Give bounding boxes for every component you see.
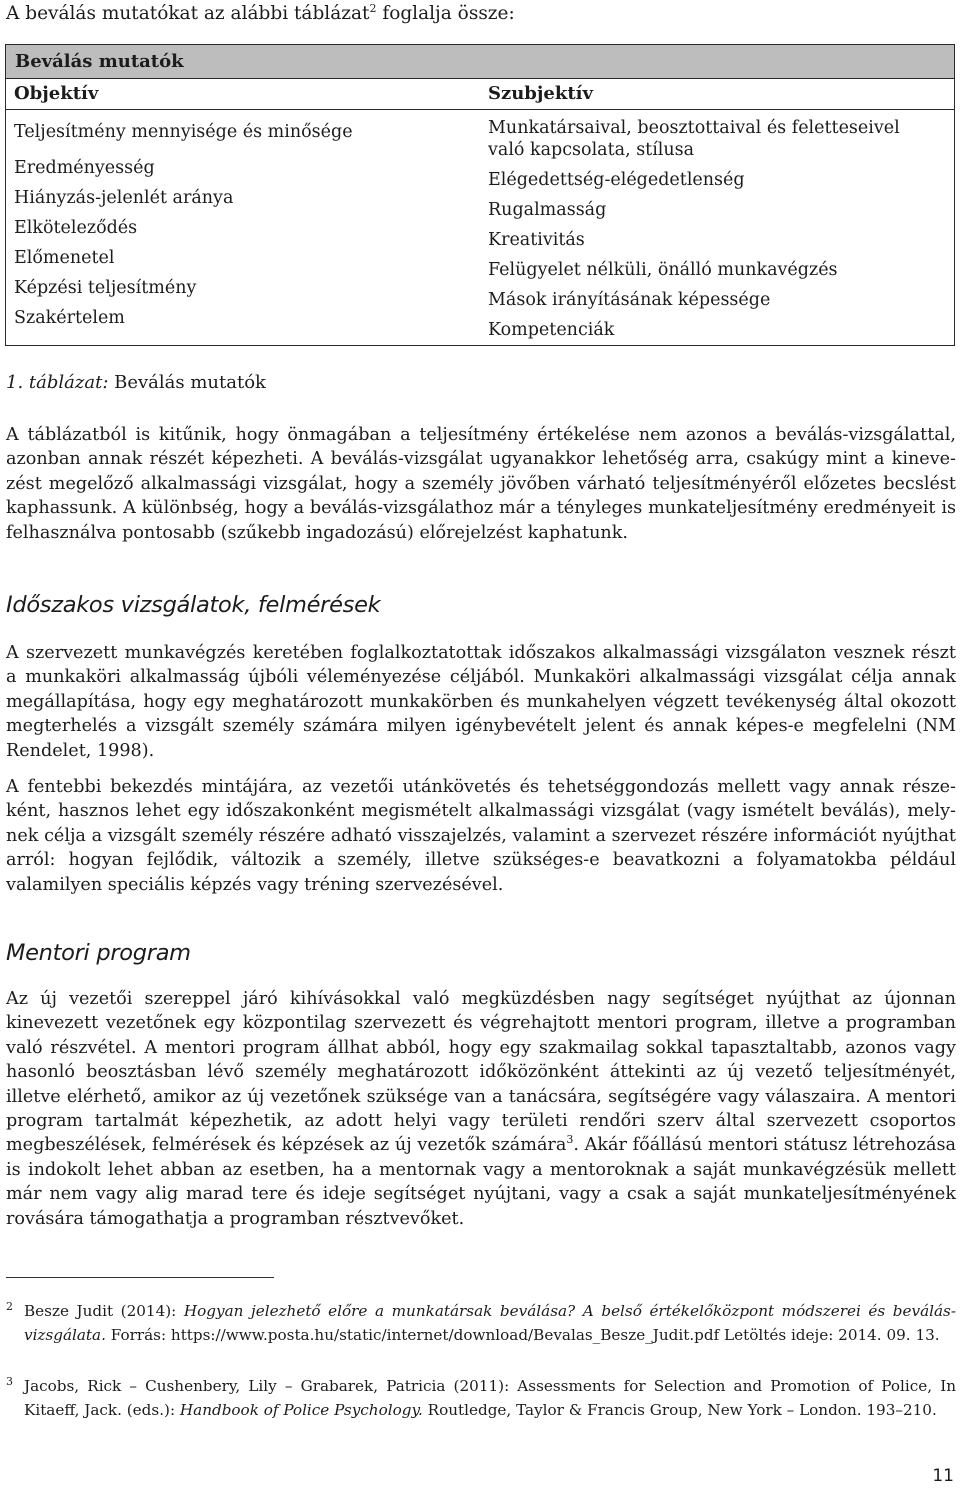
table-cell: Kompetenciák <box>488 320 615 340</box>
intro-text: A beválás mutatókat az alábbi táblázat$^2$ foglalja össze: <box>6 1 515 24</box>
footnote-divider <box>6 1277 274 1278</box>
footnote-number: 2 <box>6 1300 13 1313</box>
table-cell: Felügyelet nélküli, önálló munkavégzés <box>488 260 838 280</box>
paragraph-2: A szervezett munkavégzés keretében foglalkoztatottak időszakos alkalmassági vizsgálaton vesznek részt a munkaköri alkalmasság újbóli véleményezése céljából. Munkaköri alkalmassági vizsgálat célja annak megállapítása, hogy egy meghatározott munkakörben és munkahelyen végzett tevékenység által okozott megterhelés a vizsgált személy számára milyen igénybevételt jelent és annak képes-e megfelelni (NM Rendelet, 1998). <box>6 643 956 761</box>
section-heading-periodic: Időszakos vizsgálatok, felmérések <box>6 592 381 618</box>
table-cell: Munkatársaival, beosztottaival és feletteseivel való kapcsolata, stílusa <box>488 118 900 160</box>
table-cell: Mások irányításának képessége <box>488 290 771 310</box>
footnote-ref-3[interactable]: 3 <box>566 1133 574 1147</box>
paragraph-3: A fentebbi bekezdés mintájára, az vezetői utánkövetés és tehetséggondozás mellett vagy annak részeként, hasznos lehet egy időszakonként megismételt alkalmassági vizsgálat (vagy ismételt beválás), melynek célja a vizsgált személy részére adható visszajelzés, valamint a szervezet részére információt nyújthat arról: hogyan fejlődik, változik a személy, illetve szükséges-e beavatkozni a folyamatokba például valamilyen speciális képzés vagy tréning szervezésével. <box>6 777 956 895</box>
subjective-column <box>488 81 948 345</box>
table-cell: Szakértelem <box>14 308 125 328</box>
page-number: 11 <box>932 1466 954 1486</box>
table-cell: Kreativitás <box>488 230 585 250</box>
footnote-ref-2[interactable]: 2 <box>369 1 377 15</box>
footnote-number: 3 <box>6 1375 13 1388</box>
table-cell: Eredményesség <box>14 158 155 178</box>
paragraph-4: Az új vezetői szereppel járó kihívásokkal való megküzdésben nagy segítséget nyújthat az újonnan kinevezett vezetőnek egy központilag szervezett és végrehajtott mentori program, illetve a programban való részvétel. A mentori program állhat abból, hogy egy szakmailag sokkal tapasztaltabb, azonos vagy hasonló beosztásban lévő személy meghatározott időközönként áttekinti az új vezető teljesítményét, illetve elérhető, amikor az új vezetőnek szüksége van a tanácsára, segítségére vagy válaszaira. A mentori program tartalmát képezhetik, az adott helyi vagy területi rendőri szerv által szervezett csoportos megbeszélések, felmérések és képzések az új vezetők számára$^3$. Akár főállású mentori státusz létrehozása is indokolt lehet abban az esetben, ha a mentornak vagy a mentoroknak a saját munkavégzésük mellett már nem vagy alig marad tere és ideje segítséget nyújtani, vagy a csak a saját munkateljesítményének rovására támogathatja a programban résztvevőket. <box>6 989 956 1229</box>
table-cell: Előmenetel <box>14 248 115 268</box>
objective-header: Objektív <box>14 83 99 104</box>
table-cell: Teljesítmény mennyisége és minősége <box>14 122 353 142</box>
footnote-2: 2 Besze Judit (2014): Hogyan jelezhető előre a munkatársak beválása? A belső értékelőközpont módszerei és beválásvizsgálata. Forrás: https://www.posta.hu/static/internet/download/Bevalas_Besze_Judit.pdf Letöltés ideje: 2014. 09. 13. <box>6 1299 956 1348</box>
table-title: Beválás mutatók <box>6 45 954 79</box>
footnote-3: 3 Jacobs, Rick – Cushenbery, Lily – Grabarek, Patricia (2011): Assessments for Selection and Promotion of Police, In Kitaeff, Jack. (eds.): Handbook of Police Psychology. Routledge, Taylor & Francis Group, New York – London. 193–210. <box>6 1374 956 1423</box>
table-cell: Hiányzás-jelenlét aránya <box>14 188 234 208</box>
section-heading-mentor: Mentori program <box>6 940 191 966</box>
table-cell: Elköteleződés <box>14 218 138 238</box>
table-cell: Képzési teljesítmény <box>14 278 197 298</box>
table-cell: Rugalmasság <box>488 200 607 220</box>
subjective-header: Szubjektív <box>488 83 593 104</box>
paragraph-1: A táblázatból is kitűnik, hogy önmagában a teljesítmény értékelése nem azonos a beválás-vizsgálattal, azonban annak részét képezheti. A beválás-vizsgálat ugyanakkor lehetőség arra, csakúgy mint a kinevezést megelőző alkalmassági vizsgálat, hogy a személy jövőben várható teljesítményéről előzetes becslést kaphassunk. A különbség, hogy a beválás-vizsgálathoz már a tényleges munkateljesítmény eredményeit is felhasználva pontosabb (szűkebb ingadozású) előrejelzést kaphatunk. <box>6 425 956 543</box>
objective-column <box>14 81 474 333</box>
table-cell: Elégedettség-elégedetlenség <box>488 170 745 190</box>
table-caption: 1. táblázat: Beválás mutatók <box>6 372 266 393</box>
indicators-table <box>5 44 955 346</box>
